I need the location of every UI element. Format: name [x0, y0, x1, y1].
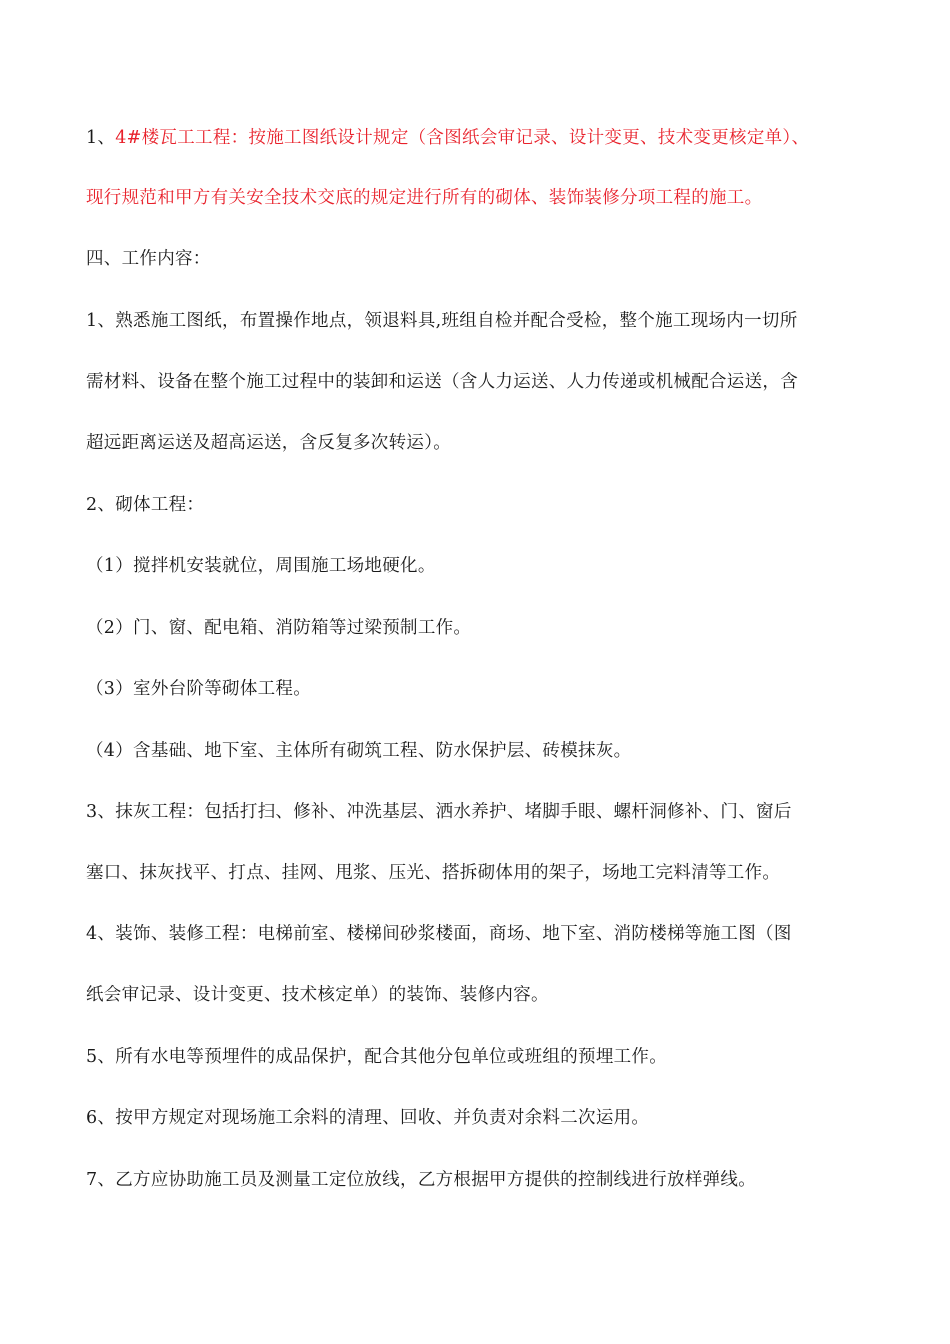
subsection-heading: 2、砌体工程： [86, 495, 205, 515]
paragraph-line-6: 超远距离运送及超高运送，含反复多次转运）。 [86, 433, 452, 453]
highlighted-text: 4#楼瓦工工程：按施工图纸设计规定（含图纸会审记录、设计变更、技术变更核定单）、 [115, 128, 810, 148]
paragraph-line-5: 需材料、设备在整个施工过程中的装卸和运送（含人力运送、人力传递或机械配合运送，含 [86, 372, 798, 392]
paragraph-line-2: 现行规范和甲方有关安全技术交底的规定进行所有的砌体、装饰装修分项工程的施工。 [86, 188, 763, 208]
list-item-1: （1）搅拌机安装就位，周围施工场地硬化。 [86, 556, 436, 576]
paragraph-line-16: 5、所有水电等预埋件的成品保护，配合其他分包单位或班组的预埋工作。 [86, 1047, 668, 1067]
list-item-3: （3）室外台阶等砌体工程。 [86, 679, 312, 699]
paragraph-line-14: 4、装饰、装修工程：电梯前室、楼梯间砂浆楼面，商场、地下室、消防楼梯等施工图（图 [86, 924, 792, 944]
paragraph-line-13: 塞口、抹灰找平、打点、挂网、甩浆、压光、搭拆砌体用的架子，场地工完料清等工作。 [86, 863, 781, 883]
list-item-4: （4）含基础、地下室、主体所有砌筑工程、防水保护层、砖模抹灰。 [86, 741, 632, 761]
list-item-2: （2）门、窗、配电箱、消防箱等过梁预制工作。 [86, 618, 472, 638]
paragraph-line-1 [86, 126, 866, 150]
paragraph-line-18: 7、乙方应协助施工员及测量工定位放线，乙方根据甲方提供的控制线进行放样弹线。 [86, 1170, 757, 1190]
list-number: 1、 [86, 128, 116, 148]
paragraph-line-17: 6、按甲方规定对现场施工余料的清理、回收、并负责对余料二次运用。 [86, 1108, 650, 1128]
paragraph-line-12: 3、抹灰工程：包括打扫、修补、冲洗基层、洒水养护、堵脚手眼、螺杆洞修补、门、窗后 [86, 802, 792, 822]
paragraph-line-15: 纸会审记录、设计变更、技术核定单）的装饰、装修内容。 [86, 985, 549, 1005]
section-heading: 四、工作内容： [86, 249, 211, 269]
paragraph-line-4: 1、熟悉施工图纸，布置操作地点，领退料具,班组自检并配合受检，整个施工现场内一切所 [86, 311, 798, 331]
